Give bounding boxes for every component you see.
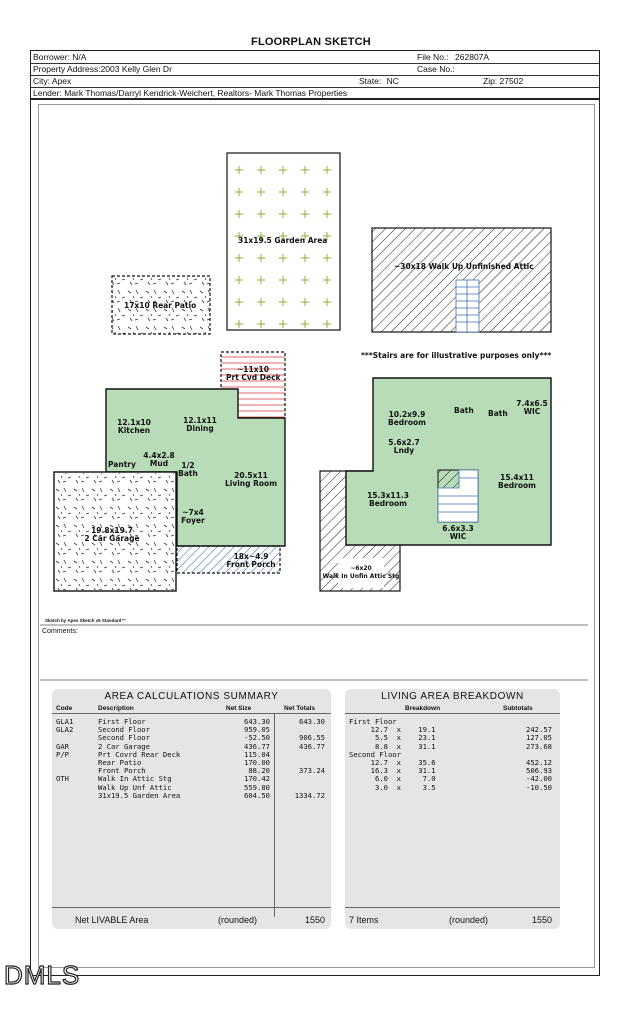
label-wic-2: 6.6x3.3 WIC [442, 524, 474, 541]
label-rear-patio: 17x10 Rear Patio [124, 301, 197, 310]
col-code: Code [56, 705, 73, 712]
state-label: State: [359, 76, 382, 86]
col-description: Description [98, 705, 134, 712]
label-half-bath: 1/2 Bath [178, 461, 198, 478]
area-summary-panel [52, 689, 331, 929]
label-garage: 19.8x19.7 2 Car Garage [84, 526, 140, 543]
label-attic: ~30x18 Walk Up Unfinished Attic [394, 262, 534, 271]
borrower-label: Borrower: [33, 52, 70, 62]
file-no-label: File No.: [417, 52, 449, 62]
borrower-value: N/A [72, 52, 87, 62]
col-breakdown: Breakdown [405, 705, 441, 712]
area-footer-rule [52, 907, 331, 908]
area-summary-title: AREA CALCULATIONS SUMMARY [104, 691, 279, 702]
sketch-credit: Sketch by Apex Sketch v5 Standard™ [45, 618, 126, 623]
label-foyer: ~7x4 Foyer [181, 508, 205, 525]
address-value: 2003 Kelly Glen Dr [100, 64, 172, 74]
label-wic-1: 7.4x6.5 WIC [516, 399, 548, 416]
area-net-totals: 643.30 906.55 436.77 373.24 1334.72 [294, 717, 325, 800]
area-header-rule [52, 713, 331, 714]
net-livable-value: 1550 [304, 915, 325, 925]
label-bath-1: Bath [454, 406, 474, 415]
living-breakdown-title: LIVING AREA BREAKDOWN [381, 691, 524, 702]
label-dining: 12.1x11 Dining [183, 416, 217, 433]
label-living-room: 20.5x11 Living Room [224, 471, 278, 488]
address-label: Property Address: [33, 64, 101, 74]
label-bedroom-3: 15.4x11 Bedroom [498, 473, 536, 490]
city-value: Apex [51, 76, 72, 86]
page-title: FLOORPLAN SKETCH [251, 36, 371, 48]
label-front-porch: 18x~4.9 Front Porch [226, 552, 276, 569]
lender-value: Mark Thomas/Darryl Kendrick-Weichert, Realtors- Mark Thomas Properties [64, 88, 348, 98]
living-breakdown-lines: First Floor 12.7 x 19.1 5.5 x 23.1 8.8 x 31.1 Second Floor 12.7 x 35.6 16.3 x 31.1 6.0 x 7.0 3.0 x 3.5 [349, 717, 436, 792]
zip-label: Zip: [483, 76, 498, 86]
net-livable-rounded: (rounded) [218, 915, 258, 925]
label-deck: ~11x10 Prt Cvd Deck [226, 365, 281, 382]
lender-label: Lender: [33, 88, 62, 98]
label-laundry: 5.6x2.7 Lndy [388, 438, 420, 455]
living-subtotals: 242.57 127.05 273.68 452.12 506.93 -42.00 -10.50 [526, 725, 552, 792]
living-items-count: 7 Items [349, 915, 379, 925]
living-header-rule [345, 713, 560, 714]
watermark-logo: DMLS [4, 960, 81, 990]
area-descriptions: First Floor Second Floor Second Floor 2 Car Garage Prt Covrd Rear Deck Rear Patio Front Porch Walk In Attic Stg Walk Up Unf Attic 31x19.5 Garden Area [98, 717, 181, 800]
city-label: City: [33, 76, 50, 86]
net-livable-label: Net LIVABLE Area [75, 915, 149, 925]
stairs-note: ***Stairs are for illustrative purposes only*** [361, 351, 552, 360]
living-rounded: (rounded) [449, 915, 489, 925]
case-no-label: Case No.: [417, 64, 455, 74]
file-no-value: 262807A [455, 52, 490, 62]
living-breakdown-panel [345, 689, 560, 929]
attic-stairs [456, 280, 479, 332]
living-total-value: 1550 [531, 915, 552, 925]
label-attic-storage: ~6x20 Walk In Unfin Attic Stg [322, 565, 400, 580]
col-net-size: Net Size [226, 705, 252, 712]
area-codes: GLA1 GLA2 GAR P/P OTH [56, 717, 74, 784]
label-kitchen: 12.1x10 Kitchen [117, 418, 151, 435]
area-net-sizes: 643.30 959.05 -52.50 436.77 115.04 170.00 88.20 170.42 559.80 604.50 [244, 717, 270, 800]
zip-value: 27502 [499, 76, 524, 86]
comments-label: Comments: [42, 628, 78, 635]
label-mud: 4.4x2.8 Mud [143, 451, 175, 468]
label-garden: 31x19.5 Garden Area [238, 236, 328, 245]
col-subtotals: Subtotals [503, 705, 533, 712]
label-pantry: Pantry [108, 460, 136, 469]
col-net-totals: Net Totals [284, 705, 315, 712]
label-bath-2: Bath [488, 409, 508, 418]
living-footer-rule [345, 907, 560, 908]
state-value: NC [386, 76, 399, 86]
label-bedroom-1: 10.2x9.9 Bedroom [388, 410, 426, 427]
label-bedroom-2: 15.3x11.3 Bedroom [367, 491, 409, 508]
